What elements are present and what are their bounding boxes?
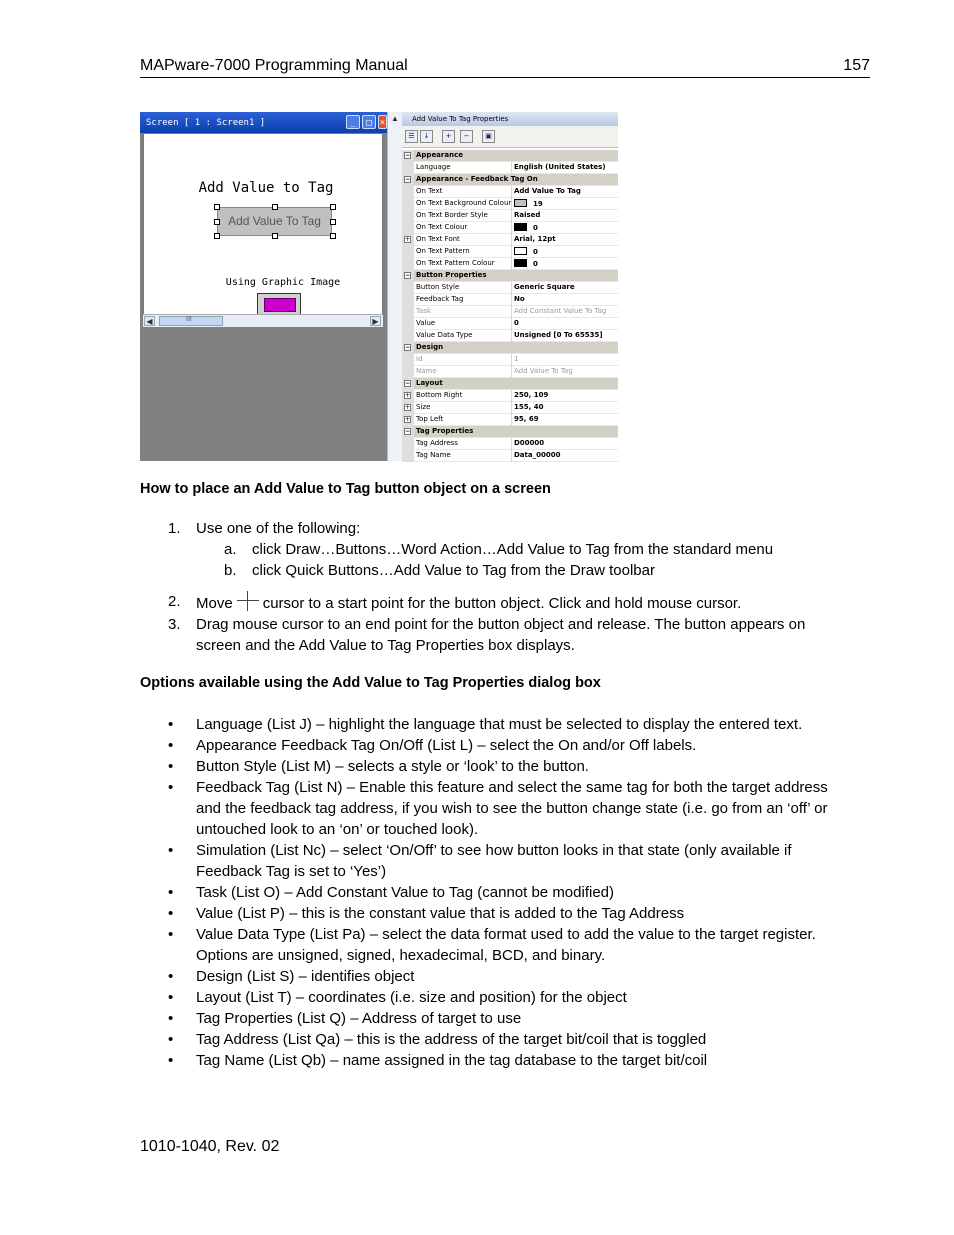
- resize-handle[interactable]: [330, 204, 336, 210]
- resize-handle[interactable]: [330, 233, 336, 239]
- property-name: Layout: [416, 379, 443, 387]
- bullet-icon: •: [168, 1010, 174, 1027]
- property-name: Design: [416, 343, 444, 351]
- row-gutter: [402, 186, 414, 198]
- property-value[interactable]: [514, 259, 538, 268]
- property-name: On Text Pattern Colour: [416, 259, 495, 267]
- list-item: [140, 756, 840, 777]
- property-name: Button Properties: [416, 271, 487, 279]
- column-separator: [511, 354, 512, 366]
- row-gutter: [402, 198, 414, 210]
- property-value-text: Raised: [514, 211, 541, 219]
- property-value[interactable]: [514, 187, 581, 195]
- property-value[interactable]: [514, 283, 575, 291]
- property-name: Size: [416, 403, 431, 411]
- properties-screenshot: [140, 112, 618, 461]
- bullet-icon: •: [168, 779, 174, 796]
- scroll-thumb[interactable]: [159, 316, 223, 326]
- collapse-icon[interactable]: −: [405, 272, 411, 279]
- property-row[interactable]: [402, 186, 618, 198]
- property-value-text: D00000: [514, 439, 545, 447]
- column-separator: [511, 162, 512, 174]
- bullet-icon: •: [168, 989, 174, 1006]
- step-item: [140, 591, 840, 614]
- row-gutter: [402, 294, 414, 306]
- property-name: Value: [416, 319, 436, 327]
- property-row[interactable]: [402, 450, 618, 462]
- section-heading-placement: How to place an Add Value to Tag button object on a screen: [140, 481, 551, 497]
- property-name: Tag Name: [416, 451, 451, 459]
- row-gutter: [402, 438, 414, 450]
- canvas-title-text: Add Value to Tag: [198, 180, 334, 196]
- property-category[interactable]: [402, 426, 618, 438]
- step-text: click Quick Buttons…Add Value to Tag from the Draw toolbar: [252, 562, 655, 579]
- property-name: Button Style: [416, 283, 460, 291]
- property-row[interactable]: [402, 234, 618, 246]
- step-item: [140, 614, 840, 656]
- step-number: b.: [224, 562, 237, 579]
- expand-icon[interactable]: +: [405, 392, 411, 399]
- property-value[interactable]: [514, 355, 518, 363]
- list-item-text: Layout (List T) – coordinates (i.e. size and position) for the object: [196, 989, 627, 1006]
- collapse-icon[interactable]: −: [405, 152, 411, 159]
- row-gutter: [402, 210, 414, 222]
- list-item: [140, 1029, 840, 1050]
- bullet-icon: •: [168, 842, 174, 859]
- row-gutter: [402, 306, 414, 318]
- list-item: [140, 1050, 840, 1071]
- row-gutter: [402, 366, 414, 378]
- resize-handle[interactable]: [272, 204, 278, 210]
- column-separator: [511, 306, 512, 318]
- property-pages-icon[interactable]: ▣: [482, 130, 495, 143]
- properties-panel: [402, 112, 618, 461]
- property-row[interactable]: [402, 306, 618, 318]
- property-row[interactable]: [402, 162, 618, 174]
- property-value[interactable]: [514, 367, 573, 375]
- step-text: click Draw…Buttons…Word Action…Add Value to Tag from the standard menu: [252, 541, 774, 558]
- screen-canvas[interactable]: [143, 133, 383, 327]
- column-separator: [511, 330, 512, 342]
- property-category[interactable]: [402, 342, 618, 354]
- property-value-text: Arial, 12pt: [514, 235, 556, 243]
- property-value[interactable]: [514, 223, 538, 232]
- property-row[interactable]: [402, 294, 618, 306]
- list-item-text: Design (List S) – identifies object: [196, 968, 415, 985]
- step-number: 3.: [168, 616, 181, 633]
- scroll-left-icon[interactable]: ◀: [144, 316, 155, 326]
- bullet-icon: •: [168, 737, 174, 754]
- property-name: On Text Border Style: [416, 211, 488, 219]
- list-item: [140, 840, 840, 882]
- column-separator: [511, 366, 512, 378]
- resize-handle[interactable]: [272, 233, 278, 239]
- collapse-all-icon[interactable]: −: [460, 130, 473, 143]
- property-row[interactable]: [402, 414, 618, 426]
- bullet-icon: •: [168, 905, 174, 922]
- property-row[interactable]: [402, 438, 618, 450]
- resize-handle[interactable]: [214, 219, 220, 225]
- property-value-text: Add Value To Tag: [514, 187, 581, 195]
- list-item: [140, 924, 840, 966]
- property-category[interactable]: [402, 270, 618, 282]
- property-row[interactable]: [402, 210, 618, 222]
- property-name: On Text Pattern: [416, 247, 470, 255]
- property-row[interactable]: [402, 330, 618, 342]
- property-name: Id: [416, 355, 423, 363]
- property-value[interactable]: [514, 415, 539, 423]
- bullet-icon: •: [168, 758, 174, 775]
- list-item-text: Value Data Type (List Pa) – select the data format used to add the value to the target register. Options are unsigned, signed, hexadecimal, BCD, and binary.: [196, 926, 816, 964]
- property-row[interactable]: [402, 246, 618, 258]
- crosshair-cursor-icon: [237, 591, 259, 611]
- minimize-icon[interactable]: _: [346, 115, 360, 129]
- step-text: cursor to a start point for the button object. Click and hold mouse cursor.: [262, 595, 742, 612]
- property-value-text: Unsigned [0 To 65535]: [514, 331, 603, 339]
- section-heading-options: Options available using the Add Value to Tag Properties dialog box: [140, 675, 601, 691]
- property-name: Name: [416, 367, 437, 375]
- property-value-text: No: [514, 295, 525, 303]
- scroll-right-icon[interactable]: ▶: [370, 316, 381, 326]
- column-separator: [511, 234, 512, 246]
- property-value[interactable]: [514, 235, 556, 243]
- property-value[interactable]: [514, 391, 548, 399]
- collapse-icon[interactable]: −: [405, 176, 411, 183]
- graphic-image-button[interactable]: [257, 293, 301, 315]
- column-separator: [511, 210, 512, 222]
- column-separator: [511, 450, 512, 462]
- property-row[interactable]: [402, 258, 618, 270]
- property-row[interactable]: [402, 222, 618, 234]
- list-item-text: Appearance Feedback Tag On/Off (List L) – select the On and/or Off labels.: [196, 737, 697, 754]
- categorized-icon[interactable]: ☰: [405, 130, 418, 143]
- property-name: Appearance - Feedback Tag On: [416, 175, 538, 183]
- vertical-scrollbar[interactable]: [387, 112, 402, 461]
- list-item: [140, 777, 840, 840]
- property-value[interactable]: [514, 163, 606, 171]
- list-item: [140, 714, 840, 735]
- property-value-text: English (United States): [514, 163, 606, 171]
- property-name: Top Left: [416, 415, 444, 423]
- property-value-text: 155, 40: [514, 403, 544, 411]
- horizontal-scrollbar[interactable]: [143, 314, 383, 327]
- properties-panel-titlebar: [402, 112, 618, 126]
- bullet-icon: •: [168, 1052, 174, 1069]
- property-value-text: 95, 69: [514, 415, 539, 423]
- property-value[interactable]: [514, 295, 525, 303]
- column-separator: [511, 198, 512, 210]
- property-name: Tag Properties: [416, 427, 474, 435]
- collapse-icon[interactable]: −: [405, 344, 411, 351]
- collapse-icon[interactable]: −: [405, 428, 411, 435]
- bullet-icon: •: [168, 884, 174, 901]
- property-value[interactable]: [514, 331, 603, 339]
- alphabetical-sort-icon[interactable]: ↓: [420, 130, 433, 143]
- list-item-text: Value (List P) – this is the constant value that is added to the Tag Address: [196, 905, 685, 922]
- expand-icon[interactable]: +: [405, 404, 411, 411]
- property-name: On Text Background Colour: [416, 199, 512, 207]
- close-icon[interactable]: ×: [378, 115, 387, 129]
- bullet-icon: •: [168, 968, 174, 985]
- step-number: a.: [224, 541, 237, 558]
- scroll-grip: III: [186, 316, 192, 323]
- expand-icon[interactable]: +: [405, 236, 411, 243]
- property-row[interactable]: [402, 198, 618, 210]
- property-value-text: Add Constant Value To Tag: [514, 307, 607, 315]
- column-separator: [511, 222, 512, 234]
- row-gutter: [402, 222, 414, 234]
- step-text: Move: [196, 595, 233, 612]
- column-separator: [511, 294, 512, 306]
- list-item: [140, 882, 840, 903]
- property-name: On Text Font: [416, 235, 460, 243]
- placement-steps: [140, 518, 840, 656]
- column-separator: [511, 282, 512, 294]
- resize-handle[interactable]: [214, 233, 220, 239]
- property-value[interactable]: [514, 247, 538, 256]
- row-gutter: [402, 282, 414, 294]
- property-category[interactable]: [402, 378, 618, 390]
- row-gutter: [402, 354, 414, 366]
- list-item-text: Tag Name (List Qb) – name assigned in the tag database to the target bit/coil: [196, 1052, 708, 1069]
- property-value[interactable]: [514, 199, 543, 208]
- column-separator: [511, 438, 512, 450]
- row-gutter: [402, 162, 414, 174]
- step-subitem: [140, 539, 840, 560]
- property-name: Feedback Tag: [416, 295, 464, 303]
- list-item: [140, 903, 840, 924]
- property-row[interactable]: [402, 318, 618, 330]
- property-value[interactable]: [514, 307, 606, 315]
- bullet-icon: •: [168, 1031, 174, 1048]
- doc-id: 1010-1040, Rev. 02: [140, 1138, 280, 1155]
- manual-title: MAPware-7000 Programming Manual: [140, 57, 408, 74]
- property-name: Appearance: [416, 151, 463, 159]
- screen-editor-window: [140, 112, 387, 461]
- property-value-text: Generic Square: [514, 283, 575, 291]
- property-name: Bottom Right: [416, 391, 463, 399]
- property-row[interactable]: [402, 354, 618, 366]
- property-row[interactable]: [402, 390, 618, 402]
- list-item-text: Tag Properties (List Q) – Address of target to use: [196, 1010, 522, 1027]
- list-item: [140, 966, 840, 987]
- list-item-text: Language (List J) – highlight the language that must be selected to display the entered text.: [196, 716, 803, 733]
- graphic-image-label: Using Graphic Image: [225, 277, 341, 288]
- property-value-text: 250, 109: [514, 391, 549, 399]
- column-separator: [511, 258, 512, 270]
- property-name: Value Data Type: [416, 331, 473, 339]
- property-grid: [402, 150, 618, 462]
- list-item: [140, 1008, 840, 1029]
- list-item-text: Simulation (List Nc) – select ‘On/Off’ to see how button looks in that state (only available if Feedback Tag is set to ‘Yes’): [196, 842, 792, 880]
- options-list: [140, 714, 840, 1071]
- color-swatch: [514, 199, 527, 207]
- step-number: 1.: [168, 520, 181, 537]
- property-value-text: 0: [533, 224, 538, 232]
- bullet-icon: •: [168, 716, 174, 733]
- column-separator: [511, 186, 512, 198]
- property-row[interactable]: [402, 282, 618, 294]
- property-row[interactable]: [402, 366, 618, 378]
- color-swatch: [514, 247, 527, 255]
- property-name: On Text: [416, 187, 443, 195]
- list-item-text: Tag Address (List Qa) – this is the address of the target bit/coil that is toggled: [196, 1031, 707, 1048]
- step-subitem: [140, 560, 840, 581]
- row-gutter: [402, 330, 414, 342]
- list-item-text: Feedback Tag (List N) – Enable this feature and select the same tag for both the target address and the feedback tag address, if you wish to see the button change state (i.e. go from an ‘off’ or untouched look to an ‘on’ or touched look).: [196, 779, 828, 838]
- page-number: 157: [843, 57, 870, 74]
- row-gutter: [402, 450, 414, 462]
- property-value[interactable]: [514, 439, 544, 447]
- property-row[interactable]: [402, 402, 618, 414]
- property-value[interactable]: [514, 451, 560, 459]
- column-separator: [511, 318, 512, 330]
- page-header: [140, 57, 870, 78]
- column-separator: [511, 246, 512, 258]
- resize-handle[interactable]: [214, 204, 220, 210]
- properties-toolbar: [402, 126, 618, 148]
- maximize-icon[interactable]: □: [362, 115, 376, 129]
- column-separator: [511, 390, 512, 402]
- properties-panel-title: Add Value To Tag Properties: [412, 115, 509, 123]
- property-value-text: Data_00000: [514, 451, 561, 459]
- property-value-text: Add Value To Tag: [514, 367, 573, 375]
- property-name: Tag Address: [416, 439, 458, 447]
- screen-window-title: Screen [ 1 : Screen1 ]: [146, 118, 266, 128]
- step-text: Drag mouse cursor to an end point for the button object and release. The button appears on screen and the Add Value to Tag Properties box displays.: [196, 616, 806, 654]
- property-value-text: 0: [533, 260, 538, 268]
- property-name: Language: [416, 163, 451, 171]
- column-separator: [511, 414, 512, 426]
- color-swatch: [514, 259, 527, 267]
- property-category[interactable]: [402, 174, 618, 186]
- step-item: [140, 518, 840, 539]
- scroll-up-icon[interactable]: ▲: [391, 114, 399, 123]
- property-value-text: 1: [514, 355, 519, 363]
- resize-handle[interactable]: [330, 219, 336, 225]
- step-number: 2.: [168, 593, 181, 610]
- column-separator: [511, 402, 512, 414]
- property-value-text: 0: [514, 319, 519, 327]
- property-name: On Text Colour: [416, 223, 468, 231]
- property-value-text: 19: [533, 200, 543, 208]
- list-item: [140, 987, 840, 1008]
- collapse-icon[interactable]: −: [405, 380, 411, 387]
- row-gutter: [402, 318, 414, 330]
- property-value[interactable]: [514, 211, 540, 219]
- row-gutter: [402, 246, 414, 258]
- color-swatch: [514, 223, 527, 231]
- step-text: Use one of the following:: [196, 520, 361, 537]
- property-value[interactable]: [514, 403, 543, 411]
- property-value[interactable]: [514, 319, 519, 327]
- property-value-text: 0: [533, 248, 538, 256]
- list-item: [140, 735, 840, 756]
- expand-all-icon[interactable]: +: [442, 130, 455, 143]
- list-item-text: Task (List O) – Add Constant Value to Tag (cannot be modified): [196, 884, 615, 901]
- property-category[interactable]: [402, 150, 618, 162]
- bullet-icon: •: [168, 926, 174, 943]
- list-item-text: Button Style (List M) – selects a style or ‘look’ to the button.: [196, 758, 589, 775]
- row-gutter: [402, 258, 414, 270]
- property-name: Task: [416, 307, 432, 315]
- expand-icon[interactable]: +: [405, 416, 411, 423]
- screen-window-titlebar: [140, 112, 387, 133]
- add-value-to-tag-button[interactable]: Add Value To Tag: [217, 207, 332, 236]
